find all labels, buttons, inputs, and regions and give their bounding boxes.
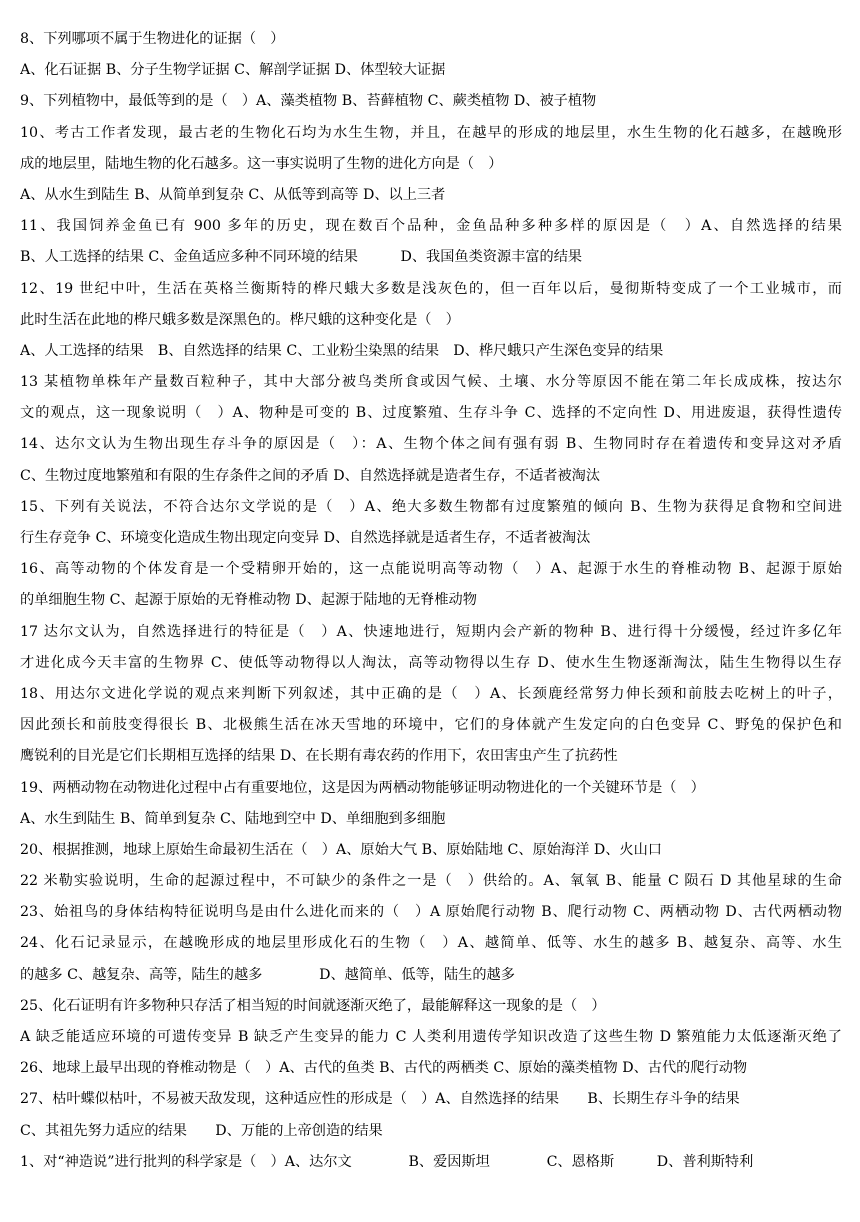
document-line: 因此颈长和前肢变得很长 B、北极熊生活在冰天雪地的环境中，它们的身体就产生发定向的白色变异 C、野兔的保护色和: [20, 717, 842, 734]
document-line: 13 某植物单株年产量数百粒种子，其中大部分被鸟类所食或因气候、土壤、水分等原因不能在第二年长成成株，按达尔: [20, 374, 842, 391]
document-line: 23、始祖鸟的身体结构特征说明鸟是由什么进化而来的（ ）A 原始爬行动物 B、爬行动物 C、两栖动物 D、古代两栖动物: [20, 904, 842, 921]
document-line: 8、下列哪项不属于生物进化的证据（ ）: [20, 31, 285, 47]
document-line: B、人工选择的结果 C、金鱼适应多种不同环境的结果 D、我国鱼类资源丰富的结果: [20, 249, 583, 266]
document-line: 14、达尔文认为生物出现生存斗争的原因是（ ）：A、生物个体之间有强有弱 B、生物同时存在着遗传和变异这对矛盾: [20, 436, 842, 453]
document-line: 1、对“神造说”进行批判的科学家是（ ）A、达尔文 B、爱因斯坦 C、恩格斯 D、普利斯特利: [20, 1153, 754, 1170]
document-line: 鹰锐利的目光是它们长期相互选择的结果 D、在长期有毒农药的作用下，农田害虫产生了抗药性: [20, 748, 618, 765]
document-line: A、化石证据 B、分子生物学证据 C、解剖学证据 D、体型较大证据: [20, 62, 446, 79]
document-line: 18、用达尔文进化学说的观点来判断下列叙述，其中正确的是（ ）A、长颈鹿经常努力伸长颈和前肢去吃树上的叶子，: [20, 685, 842, 702]
document-line: A、水生到陆生 B、简单到复杂 C、陆地到空中 D、单细胞到多细胞: [20, 810, 446, 827]
document-line: 27、枯叶蝶似枯叶，不易被天敌发现，这种适应性的形成是（ ）A、自然选择的结果 B、长期生存斗争的结果: [20, 1091, 740, 1108]
document-line: A、从水生到陆生 B、从简单到复杂 C、从低等到高等 D、以上三者: [20, 186, 446, 203]
document-line: 的越多 C、越复杂、高等，陆生的越多 D、越简单、低等，陆生的越多: [20, 966, 515, 983]
document-line: C、生物过度地繁殖和有限的生存条件之间的矛盾 D、自然选择就是造者生存，不适者被淘汰: [20, 467, 601, 484]
document-line: 才进化成今天丰富的生物界 C、使低等动物得以人淘汰，高等动物得以生存 D、使水生生物逐渐淘汰，陆生生物得以生存: [20, 654, 842, 671]
document-line: 19、两栖动物在动物进化过程中占有重要地位，这是因为两栖动物能够证明动物进化的一个关键环节是（ ）: [20, 779, 705, 796]
document-line: 26、地球上最早出现的脊椎动物是（ ）A、古代的鱼类 B、古代的两栖类 C、原始的藻类植物 D、古代的爬行动物: [20, 1060, 748, 1077]
document-line: A 缺乏能适应环境的可遗传变异 B 缺乏产生变异的能力 C 人类利用遗传学知识改造了这些生物 D 繁殖能力太低逐渐灭绝了: [20, 1029, 842, 1045]
document-line: 15、下列有关说法，不符合达尔文学说的是（ ）A、绝大多数生物都有过度繁殖的倾向 B、生物为获得足食物和空间进: [20, 498, 842, 515]
document-line: 25、化石证明有许多物种只存活了相当短的时间就逐渐灭绝了，最能解释这一现象的是（ ）: [20, 997, 606, 1014]
document-line: 行生存竞争 C、环境变化造成生物出现定向变异 D、自然选择就是适者生存，不适者被淘汰: [20, 530, 591, 546]
document-line: 20、根据推测，地球上原始生命最初生活在（ ）A、原始大气 B、原始陆地 C、原始海洋 D、火山口: [20, 841, 662, 858]
document-line: 12、19 世纪中叶，生活在英格兰衡斯特的桦尺蛾大多数是浅灰色的，但一百年以后，曼彻斯特变成了一个工业城市，而: [20, 280, 842, 297]
document-line: C、其祖先努力适应的结果 D、万能的上帝创造的结果: [20, 1122, 383, 1139]
document-body: [20, 24, 842, 1178]
document-line: 成的地层里，陆地生物的化石越多。这一事实说明了生物的进化方向是（ ）: [20, 155, 503, 172]
document-line: 16、高等动物的个体发育是一个受精卵开始的，这一点能说明高等动物（ ）A、起源于水生的脊椎动物 B、起源于原始: [20, 561, 842, 578]
document-line: 文的观点，这一现象说明（ ）A、物种是可变的 B、过度繁殖、生存斗争 C、选择的不定向性 D、用进废退，获得性遗传: [20, 405, 842, 422]
document-line: 10、考古工作者发现，最古老的生物化石均为水生生物，并且，在越早的形成的地层里，水生生物的化石越多，在越晚形: [20, 124, 842, 141]
document-line: 9、下列植物中，最低等到的是（ ）A、藻类植物 B、苔藓植物 C、蕨类植物 D、被子植物: [20, 93, 597, 110]
document-line: 17 达尔文认为，自然选择进行的特征是（ ）A、快速地进行，短期内会产新的物种 B、进行得十分缓慢，经过许多亿年: [20, 623, 842, 640]
document-line: 的单细胞生物 C、起源于原始的无脊椎动物 D、起源于陆地的无脊椎动物: [20, 592, 477, 609]
document-line: A、人工选择的结果 B、自然选择的结果 C、工业粉尘染黑的结果 D、桦尺蛾只产生深色变异的结果: [20, 342, 664, 359]
document-line: 此时生活在此地的桦尺蛾多数是深黑色的。桦尺蛾的这种变化是（ ）: [20, 311, 460, 328]
document-line: 24、化石记录显示，在越晚形成的地层里形成化石的生物（ ）A、越简单、低等、水生的越多 B、越复杂、高等、水生: [20, 935, 842, 952]
document-line: 11、我国饲养金鱼已有 900 多年的历史，现在数百个品种，金鱼品种多种多样的原因是（ ）A、自然选择的结果: [20, 218, 842, 235]
document-line: 22 米勒实验说明，生命的起源过程中，不可缺少的条件之一是（ ）供给的。A、氧氧 B、能量 C 陨石 D 其他星球的生命: [20, 873, 842, 890]
